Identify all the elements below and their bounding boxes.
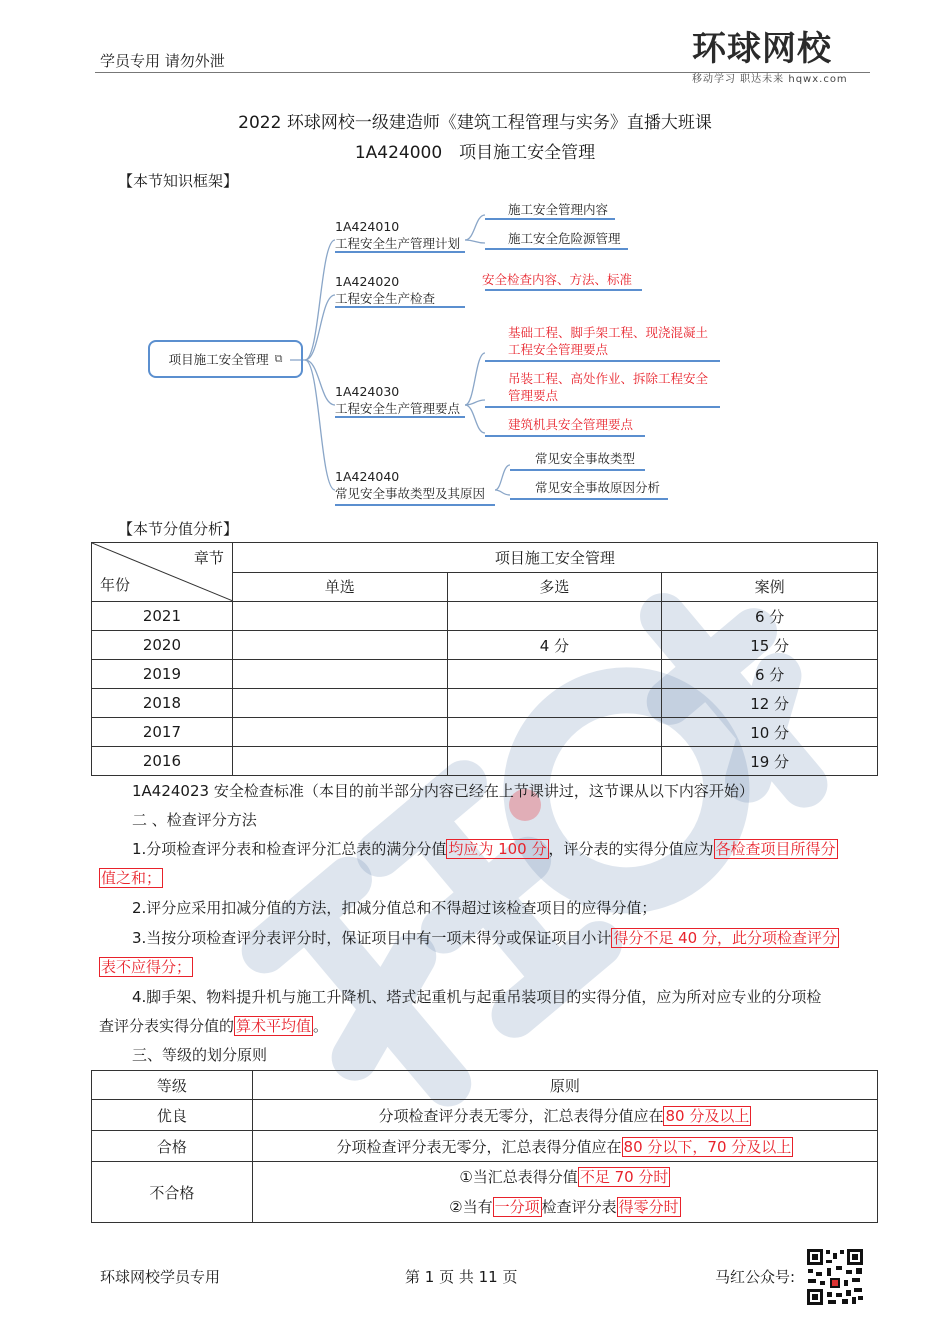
paragraph-2: 2.评分应采用扣减分值的方法，扣减分值总和不得超过该检查项目的应得分值；	[132, 899, 657, 917]
highlight-box: 均应为 100 分	[448, 840, 547, 858]
case-cell: 6 分	[662, 660, 878, 689]
col-case: 案例	[662, 572, 878, 602]
confidential-notice: 学员专用 请勿外泄	[100, 52, 225, 70]
corner-year-label: 年份	[100, 576, 131, 594]
leaf-item: 吊装工程、高处作业、拆除工程安全管理要点	[508, 371, 709, 403]
year-cell: 2019	[92, 660, 233, 689]
section-title: 1A424000 项目施工安全管理	[354, 143, 596, 163]
principle-cell	[252, 1100, 877, 1131]
case-cell: 10 分	[662, 718, 878, 747]
case-cell: 12 分	[662, 689, 878, 718]
chapter-header: 项目施工安全管理	[232, 543, 877, 573]
highlight-box: 80 分以下，70 分及以上	[623, 1137, 792, 1156]
table-row	[92, 660, 878, 689]
multi-cell	[447, 602, 662, 631]
text-span: ①当汇总表得分值	[459, 1168, 578, 1186]
branch-code: 1A424040	[335, 469, 400, 484]
intro-line: 1A424023 安全检查标准（本目的前半部分内容已经在上节课讲过，这节课从以下内容开始）	[132, 782, 754, 800]
leaf-item: 常见安全事故原因分析	[535, 480, 661, 495]
leaf-item: 施工安全危险源管理	[508, 231, 621, 246]
grade-col-header: 等级	[92, 1071, 253, 1100]
grade-fail: 不合格	[92, 1162, 253, 1223]
branch-name: 常见安全事故类型及其原因	[335, 486, 486, 501]
table-row	[92, 718, 878, 747]
grade-pass: 合格	[92, 1131, 253, 1162]
table-row	[92, 1162, 878, 1223]
principle-cell	[252, 1131, 877, 1162]
branch-name: 工程安全生产检查	[335, 291, 436, 306]
leaf-item: 施工安全管理内容	[508, 202, 609, 217]
branch-3	[335, 383, 460, 417]
leaf-item: 建筑机具安全管理要点	[508, 417, 634, 432]
highlight-box: 算术平均值	[236, 1017, 312, 1035]
branch-code: 1A424030	[335, 384, 400, 399]
year-cell: 2016	[92, 747, 233, 776]
highlight-box: 不足 70 分时	[579, 1168, 669, 1186]
case-cell: 19 分	[662, 747, 878, 776]
multi-cell	[447, 660, 662, 689]
single-cell	[232, 660, 447, 689]
year-cell: 2020	[92, 631, 233, 660]
highlight-box: 得分不足 40 分，此分项检查评分	[613, 929, 837, 947]
year-cell: 2021	[92, 602, 233, 631]
framework-heading: 【本节知识框架】	[118, 172, 239, 190]
text-span: 查评分表实得分值的	[99, 1017, 235, 1035]
branch-2	[335, 273, 435, 307]
text-span: 1.分项检查评分表和检查评分汇总表的满分分值	[132, 840, 447, 858]
leaf-item: 安全检查内容、方法、标准	[482, 272, 633, 287]
table-row	[92, 602, 878, 631]
table-row	[92, 689, 878, 718]
col-single: 单选	[232, 572, 447, 602]
grade-table	[91, 1070, 878, 1223]
highlight-box: 表不应得分；	[101, 958, 192, 976]
branch-name: 工程安全生产管理计划	[335, 236, 461, 251]
text-span: 分项检查评分表无零分，汇总表得分值应在	[378, 1106, 664, 1125]
page-number: 第 1 页 共 11 页	[405, 1268, 518, 1286]
case-cell: 6 分	[662, 602, 878, 631]
score-heading: 【本节分值分析】	[118, 520, 239, 538]
table-row	[92, 747, 878, 776]
table-corner-cell	[92, 543, 233, 602]
leaf-item: 常见安全事故类型	[535, 451, 636, 466]
highlight-box: 一分项	[494, 1198, 540, 1216]
logo-text: 环球网校	[692, 29, 832, 69]
principle-cell	[252, 1162, 877, 1223]
text-span: ②当有	[449, 1198, 493, 1216]
text-span: 3.当按分项检查评分表评分时，保证项目中有一项未得分或保证项目小计	[132, 929, 612, 947]
multi-cell: 4 分	[447, 631, 662, 660]
col-multi: 多选	[447, 572, 662, 602]
branch-4	[335, 468, 485, 502]
text-span: 4.脚手架、物料提升机与施工升降机、塔式起重机与起重吊装项目的实得分值，应为所对应专业的分项检	[132, 988, 822, 1006]
text-span: ，评分表的实得分值应为	[548, 840, 714, 858]
score-table	[91, 542, 878, 776]
single-cell	[232, 747, 447, 776]
multi-cell	[447, 689, 662, 718]
table-row	[92, 1100, 878, 1131]
highlight-box: 得零分时	[618, 1198, 679, 1216]
text-span: 。	[313, 1017, 329, 1035]
subheading-scoring-method: 二 、检查评分方法	[132, 811, 257, 829]
multi-cell	[447, 747, 662, 776]
link-icon: ⧉	[274, 352, 283, 365]
highlight-box: 值之和；	[101, 869, 162, 887]
logo-subtitle: 移动学习 职达未来 hqwx.com	[692, 74, 848, 85]
document-title: 2022 环球网校一级建造师《建筑工程管理与实务》直播大班课	[238, 113, 712, 133]
text-span: 分项检查评分表无零分，汇总表得分值应在	[336, 1137, 622, 1156]
single-cell	[232, 718, 447, 747]
grade-excellent: 优良	[92, 1100, 253, 1131]
branch-code: 1A424010	[335, 219, 400, 234]
footer-left: 环球网校学员专用	[100, 1268, 221, 1286]
leaf-item: 基础工程、脚手架工程、现浇混凝土工程安全管理要点	[508, 325, 709, 357]
year-cell: 2018	[92, 689, 233, 718]
single-cell	[232, 631, 447, 660]
single-cell	[232, 602, 447, 631]
mindmap-root	[148, 340, 303, 378]
qr-code-icon	[806, 1248, 864, 1306]
multi-cell	[447, 718, 662, 747]
highlight-box: 80 分及以上	[665, 1106, 750, 1125]
paragraph-3	[99, 924, 874, 982]
table-row	[92, 1131, 878, 1162]
branch-code: 1A424020	[335, 274, 400, 289]
branch-1	[335, 218, 460, 252]
paragraph-4	[99, 983, 874, 1041]
subheading-grading: 三、等级的划分原则	[132, 1046, 268, 1064]
case-cell: 15 分	[662, 631, 878, 660]
corner-chapter-label: 章节	[193, 549, 224, 567]
text-span: 检查评分表	[541, 1198, 617, 1216]
paragraph-1	[99, 835, 874, 893]
table-row	[92, 631, 878, 660]
highlight-box: 各检查项目所得分	[715, 840, 836, 858]
year-cell: 2017	[92, 718, 233, 747]
principle-col-header: 原则	[252, 1071, 877, 1100]
single-cell	[232, 689, 447, 718]
branch-name: 工程安全生产管理要点	[335, 401, 461, 416]
mindmap-root-label: 项目施工安全管理	[168, 352, 269, 367]
brand-logo	[692, 30, 862, 90]
footer-wechat-label: 马红公众号:	[715, 1268, 796, 1286]
